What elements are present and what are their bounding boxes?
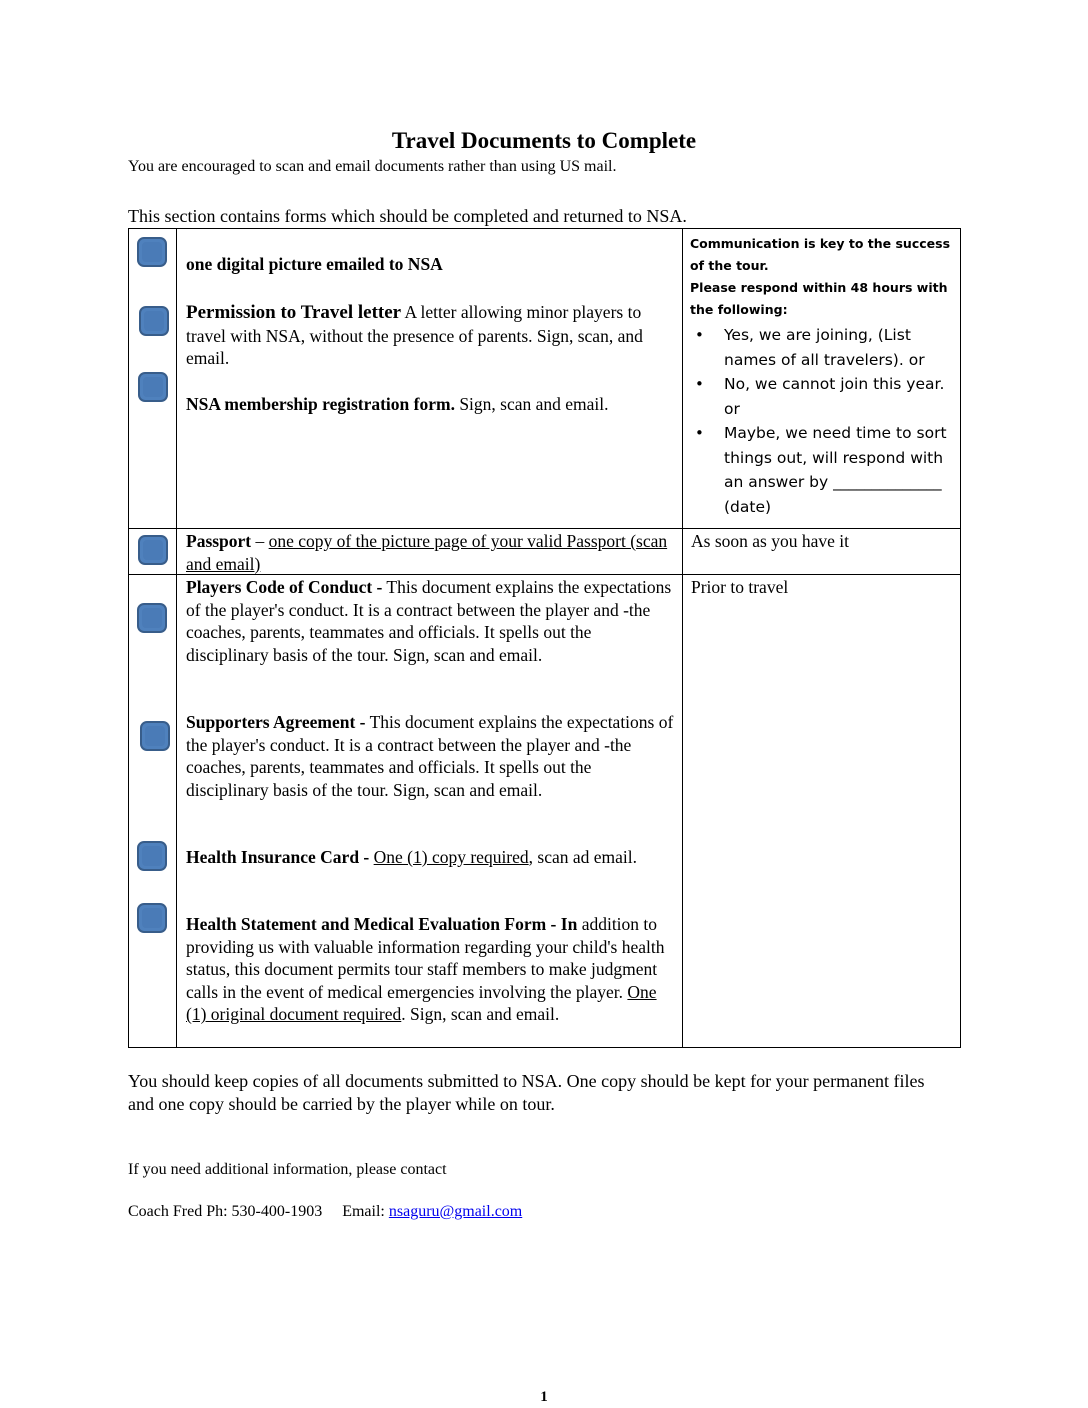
item-supporters-agreement bbox=[186, 711, 676, 801]
item-description: , scan ad email. bbox=[528, 847, 638, 867]
item-description: This document explains the expectations of the player's conduct. It is a contract between the player and -the coaches, parents, teammates and officials. It spells out the disciplinary basis of the tour. Sign, scan and email. bbox=[186, 577, 672, 665]
item-requirement: One (1) copy required bbox=[373, 847, 529, 867]
page-number: 1 bbox=[540, 1389, 548, 1405]
item-description: This document explains the expectations of the player's conduct. It is a contract between the player and -the coaches, parents, teammates and officials. It spells out the disciplinary basis of the tour. Sign, scan and email. bbox=[186, 712, 674, 800]
list-item: • Yes, we are joining, (List names of all travelers). or bbox=[690, 323, 958, 372]
page-title: Travel Documents to Complete bbox=[391, 128, 697, 153]
response-prior-to-travel: Prior to travel bbox=[691, 577, 789, 597]
checkbox-passport[interactable] bbox=[138, 535, 168, 565]
item-title: Health Statement and Medical Evaluation Form - In bbox=[186, 914, 578, 934]
section-intro-text: This section contains forms which should be completed and returned to NSA. bbox=[128, 206, 687, 226]
list-item: • No, we cannot join this year. or bbox=[690, 372, 958, 421]
item-digital-picture bbox=[186, 253, 676, 276]
email-label: Email: bbox=[342, 1203, 385, 1220]
response-instructions bbox=[690, 233, 958, 519]
bullet-icon: • bbox=[695, 375, 704, 393]
checkbox-insurance-card[interactable] bbox=[137, 841, 167, 871]
item-passport: Passport – one copy of the picture page of your valid Passport (scan and email) bbox=[186, 531, 668, 574]
item-insurance-card bbox=[186, 846, 676, 869]
item-permission-letter bbox=[186, 301, 676, 370]
checkbox-membership-form[interactable] bbox=[138, 372, 168, 402]
email-link[interactable]: nsaguru@gmail.com bbox=[388, 1203, 523, 1220]
contact-name-phone: Coach Fred Ph: 530-400-1903 bbox=[128, 1203, 323, 1220]
contact-note: If you need additional information, please contact bbox=[128, 1161, 447, 1178]
documents-table bbox=[128, 228, 961, 1048]
list-item: • Maybe, we need time to sort things out, will respond with an answer by ______________ (date) bbox=[690, 421, 958, 519]
checkbox-code-of-conduct[interactable] bbox=[137, 603, 167, 633]
checkbox-health-statement[interactable] bbox=[137, 903, 167, 933]
response-passport: As soon as you have it bbox=[691, 531, 849, 551]
item-membership-form bbox=[186, 393, 676, 416]
response-options bbox=[690, 323, 958, 519]
checkbox-supporters-agreement[interactable] bbox=[140, 721, 170, 751]
item-title: Players Code of Conduct - bbox=[186, 577, 383, 597]
bullet-icon: • bbox=[695, 424, 704, 442]
table-row bbox=[129, 528, 960, 574]
checkbox-digital-picture[interactable] bbox=[137, 237, 167, 267]
checkbox-permission-letter[interactable] bbox=[139, 306, 169, 336]
item-requirement: One (1) original document required bbox=[186, 981, 657, 1025]
response-heading: Communication is key to the success of the tour. bbox=[690, 236, 951, 273]
intro-text: You are encouraged to scan and email documents rather than using US mail. bbox=[128, 158, 617, 175]
item-title: Permission to Travel letter bbox=[186, 302, 402, 323]
item-title: Health Insurance Card - bbox=[186, 847, 370, 867]
table-row bbox=[129, 574, 960, 1047]
item-description: A letter allowing minor players to travel with NSA, without the presence of parents. Sign, scan, and email. bbox=[186, 302, 643, 369]
bullet-icon: • bbox=[695, 326, 704, 344]
response-heading: Please respond within 48 hours with the following: bbox=[690, 280, 948, 317]
item-description: one copy of the picture page of your valid Passport (scan and email) bbox=[186, 531, 668, 574]
keep-copies-note: You should keep copies of all documents submitted to NSA. One copy should be kept for your permanent files and one copy should be carried by the player while on tour. bbox=[128, 1071, 925, 1114]
item-description: addition to providing us with valuable information regarding your child's health status, this document permits tour staff members to make judgment calls in the event of medical emergencies involving the player. bbox=[186, 914, 665, 1002]
item-title: Supporters Agreement - bbox=[186, 712, 366, 732]
item-title: one digital picture emailed to NSA bbox=[186, 254, 443, 274]
item-health-statement: Health Statement and Medical Evaluation Form - In addition to providing us with valuable information regarding your child's health status, this document permits tour staff members to make judgment calls in the event of medical emergencies involving the player. One (1) original document required. Sign, scan and email. bbox=[186, 914, 665, 1025]
contact-line bbox=[128, 1203, 522, 1221]
item-description: Sign, scan and email. bbox=[454, 394, 609, 414]
item-code-of-conduct bbox=[186, 576, 676, 666]
item-title: NSA membership registration form. bbox=[186, 394, 455, 414]
item-title: Passport bbox=[186, 531, 252, 551]
table-row bbox=[129, 229, 960, 528]
